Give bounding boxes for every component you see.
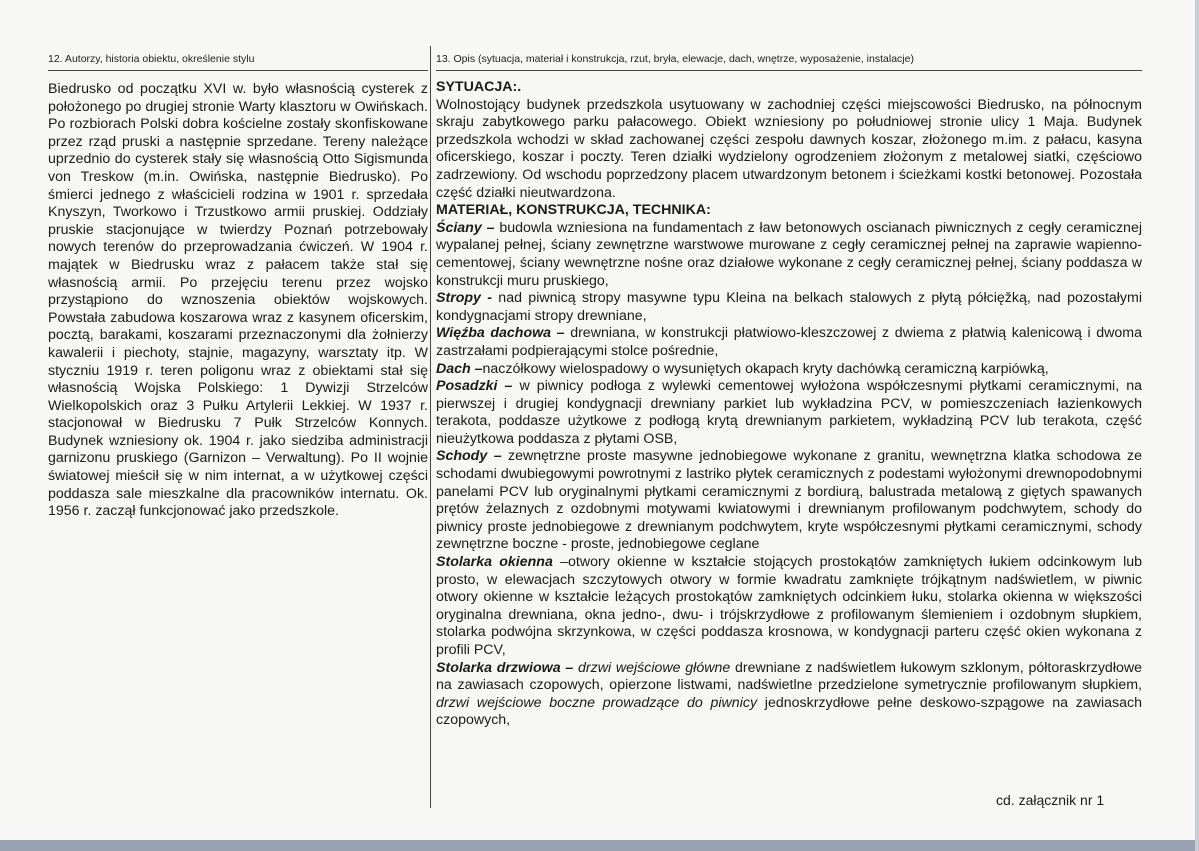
item-stairs: [436, 448, 1142, 554]
history-text: Biedrusko od początku XVI w. było własnością cysterek z położonego po drugiej stronie Warty klasztoru w Owińskach. Po rozbiorach Polski dobra kościelne zostały skonfiskowane przez rząd pruski a następnie sprzedane. Tereny należące uprzednio do cysterek stały się własnością Otto Sigismunda von Treskow (m.in. Owińska, następnie Biedrusko). Po śmierci jednego z właścicieli rodzina w 1901 r. sprzedała Knyszyn, Tworkowo i Trzustkowo armii pruskiej. Oddziały pruskie stacjonujące w twierdzy Poznań potrzebowały nowych terenów do przeprowadzania ćwiczeń. W 1904 r. majątek w Biedrusku wraz z pałacem także stał się własnością armii. Po przejęciu terenu przez wojsko przystąpiono do wznoszenia obiektów wojskowych. Powstała zabudowa koszarowa wraz z kasynem oficerskim, pocztą, barakami, koszarami przeznaczonymi dla żołnierzy kawalerii i piechoty, stajnie, magazyny, warsztaty itp. W styczniu 1919 r. teren poligonu wraz z obiektami stał się własnością Wojska Polskiego: 1 Dywizji Strzelców Wielkopolskich oraz 3 Pułku Artylerii Lekkiej. W 1937 r. stacjonował w Biedrusku 7 Pułk Strzelców Konnych. Budynek wzniesiony ok. 1904 r. jako siedziba administracji garnizonu pruskiego (Garnizon – Verwaltung). Po II wojnie światowej mieścił się w nim internat, a w użytkowej części poddasza sale mieszkalne dla pracowników internatu. Ok. 1956 r. zaczął funkcjonować jako przedszkole.: [48, 81, 428, 520]
scan-bottom-edge: [0, 840, 1199, 851]
item-term: Schody –: [436, 448, 502, 465]
item-italic: drzwi wejściowe główne: [573, 659, 731, 676]
item-text: jednoskrzydłowe pełne deskowo-szpągowe na zawiasach czopowych,: [436, 694, 1142, 729]
item-term: Posadzki –: [436, 378, 513, 395]
item-text: w piwnicy podłoga z wylewki cementowej wyłożona współczesnymi płytkami ceramicznymi, na pierwszej i drugiej kondygnacji drewniany parkiet lub wykładzina PCV, w pomieszczeniach łazienkowych terakota, poddasze użytkowe z podłogą krytą drewnianym parkietem, wykładziną PCV lub terakota, część nieużytkowa poddasza z płytami OSB,: [436, 378, 1142, 447]
item-text: drewniana, w konstrukcji płatwiowo-kleszczowej z dwiema z płatwią kalenicową i dwoma zastrzałami podpierającymi stolce pośrednie,: [436, 325, 1142, 359]
continuation-note: cd. załącznik nr 1: [996, 792, 1105, 808]
item-italic: drzwi wejściowe boczne prowadzące do piwnicy: [436, 694, 758, 711]
description-column: [436, 48, 1142, 730]
left-header-rule: [48, 70, 428, 71]
item-term: Więźba dachowa –: [436, 325, 565, 342]
item-term: Stolarka okienna: [436, 554, 553, 571]
item-term: Stolarka drzwiowa –: [436, 659, 574, 676]
item-walls: [436, 220, 1142, 290]
item-text: nad piwnicą stropy masywne typu Kleina na belkach stalowych z płytą półcięžką, nad pozostałymi kondygnacjami stropy drewniane,: [436, 290, 1142, 324]
item-windows: [436, 554, 1142, 660]
scan-right-edge: [1195, 0, 1199, 851]
description-body: [436, 79, 1142, 730]
item-term: Ściany –: [436, 219, 495, 236]
history-column: [48, 48, 428, 521]
material-heading: MATERIAŁ, KONSTRUKCJA, TECHNIKA:: [436, 202, 711, 219]
situation-heading: SYTUACJA:.: [436, 79, 522, 95]
description-header: 13. Opis (sytuacja, materiał i konstrukcja, rzut, bryła, elewacje, dach, wnętrze, wyposażenie, instalacje): [436, 53, 914, 65]
item-text: drewniane z nadświetlem łukowym szklonym, półtoraskrzydłowe na zawiasach czopowych, opierzone listwami, nadświetlne przedzielone symetrycznie profilowanym słupkiem,: [436, 659, 1142, 694]
history-header: 12. Autorzy, historia obiektu, określenie stylu: [48, 53, 255, 65]
item-floors: [436, 378, 1142, 448]
item-term: Stropy -: [436, 290, 492, 307]
item-roof-truss: [436, 325, 1142, 360]
item-text: naczółkowy wielospadowy o wysuniętych okapach kryty dachówką ceramiczną karpiówką,: [482, 360, 1049, 377]
column-divider: [430, 46, 431, 808]
item-roof: [436, 361, 1142, 379]
item-text: –otwory okienne w kształcie stojących prostokątów zamkniętych łukiem odcinkowym lub prosto, w elewacjach szczytowych otwory w formie kwadratu zamknięte trójkątnym nadświetlem, w piwnic otwory okienne w kształcie leżących prostokątów zamkniętych odcinkiem łuku, stolarka okienna w większości oryginalna drewniana, okna jedno-, dwu- i trójskrzydłowe z profilowanym ślemieniem i ozdobnym słupkiem, stolarka podwójna skrzynkowa, w części poddasza krosnowa, w kondygnacji parteru część okien wykonana z profili PCV,: [436, 554, 1142, 658]
item-text: zewnętrzne proste masywne jednobiegowe wykonane z granitu, wewnętrzna klatka schodowa ze schodami dwubiegowymi powrotnymi z lastriko płytek ceramicznych z podestami wyłożonymi drewnopodobnymi panelami PCV lub oryginalnymi płytkami ceramicznymi z bordiurą, balustrada metalową z giętych spawanych prętów żelaznych z ozdobnymi motywami kwiatowymi i drewnianym profilowanym podchwytem, schody do piwnicy proste jednobiegowe z drewnianym podchwytem, kryte współczesnymi płytkami ceramicznymi, schody zewnętrzne boczne - proste, jednobiegowe ceglane: [436, 448, 1143, 553]
situation-text: Wolnostojący budynek przedszkola usytuowany w zachodniej części miejscowości Biedrusko, na północnym skraju zabytkowego parku pałacowego. Obiekt wzniesiony po południowej stronie ulicy 1 Maja. Budynek przedszkola wchodzi w skład zachowanej części zespołu dawnych koszar, złożonego m.im. z pałacu, kasyna oficerskiego, koszar i poczty. Teren działki wydzielony ogrodzeniem złożonym z metalowej siatki, częściowo zadrzewiony. Od wschodu poprzedzony placem utwardzonym betonem i ścieżkami kostki betonowej. Pozostała część działki nieutwardzona.: [436, 96, 1142, 201]
item-text: budowla wzniesiona na fundamentach z ław betonowych oscianach piwnicznych z cegły ceramicznej wypalanej pełnej, ściany zewnętrzne warstwowe murowane z cegły ceramicznej pełnej na zaprawie wapienno-cementowej, ściany wewnętrzne nośne oraz działowe wykonane z cegły ceramicznej pełnej, ściany poddasza w konstrukcji muru pruskiego,: [436, 219, 1142, 289]
item-ceilings: [436, 290, 1142, 325]
item-term: Dach –: [436, 360, 483, 377]
item-doors: [436, 660, 1142, 730]
